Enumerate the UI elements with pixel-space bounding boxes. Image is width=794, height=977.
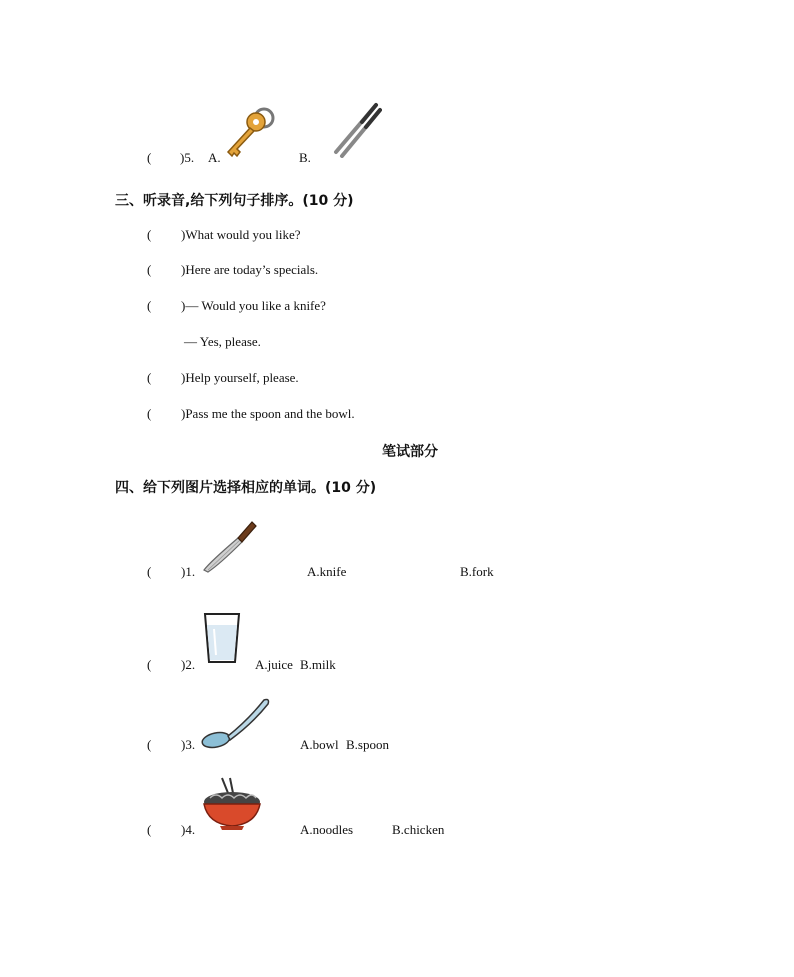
s3-item1-paren: ( (147, 227, 152, 242)
noodle-bowl-icon (200, 776, 266, 832)
s3-item1-text: )What would you like? (181, 227, 301, 242)
s4-item2-option-b: B.milk (300, 657, 336, 672)
glass-icon (202, 611, 242, 665)
s4-item4-number: )4. (181, 822, 196, 837)
s3-item2-paren: ( (147, 262, 152, 277)
s4-item3-option-a: A.bowl (300, 737, 339, 752)
q5-paren: ( (147, 150, 152, 165)
s3-item4-text: )Help yourself, please. (181, 370, 299, 385)
s4-item3-option-b: B.spoon (346, 737, 389, 752)
s4-item4-option-b: B.chicken (392, 822, 445, 837)
knife-icon (200, 518, 258, 574)
s4-item1-paren: ( (147, 564, 152, 579)
spoon-icon (200, 696, 272, 750)
s4-item2-number: )2. (181, 657, 196, 672)
s4-item2-option-a: A.juice (255, 657, 293, 672)
s4-item4-paren: ( (147, 822, 152, 837)
s4-item1-option-b: B.fork (460, 564, 494, 579)
s4-item1-number: )1. (181, 564, 196, 579)
chopsticks-icon (316, 102, 382, 158)
section4-title: 四、给下列图片选择相应的单词。(10 分) (115, 480, 377, 496)
s3-item3-text: )— Would you like a knife? (181, 298, 326, 313)
s3-item3-answer: — Yes, please. (184, 334, 261, 349)
section3-title: 三、听录音,给下列句子排序。(10 分) (115, 193, 354, 209)
s3-item5-text: )Pass me the spoon and the bowl. (181, 406, 355, 421)
written-part-heading: 笔试部分 (382, 444, 438, 460)
key-icon (220, 106, 278, 162)
s3-item5-paren: ( (147, 406, 152, 421)
s4-item3-number: )3. (181, 737, 196, 752)
s3-item4-paren: ( (147, 370, 152, 385)
s4-item2-paren: ( (147, 657, 152, 672)
q5-number: )5. (180, 150, 195, 165)
s4-item1-option-a: A.knife (307, 564, 347, 579)
s3-item3-paren: ( (147, 298, 152, 313)
q5-option-b: B. (299, 150, 311, 165)
s4-item4-option-a: A.noodles (300, 822, 354, 837)
s4-item3-paren: ( (147, 737, 152, 752)
q5-option-a: A. (208, 150, 221, 165)
s3-item2-text: )Here are today’s specials. (181, 262, 319, 277)
